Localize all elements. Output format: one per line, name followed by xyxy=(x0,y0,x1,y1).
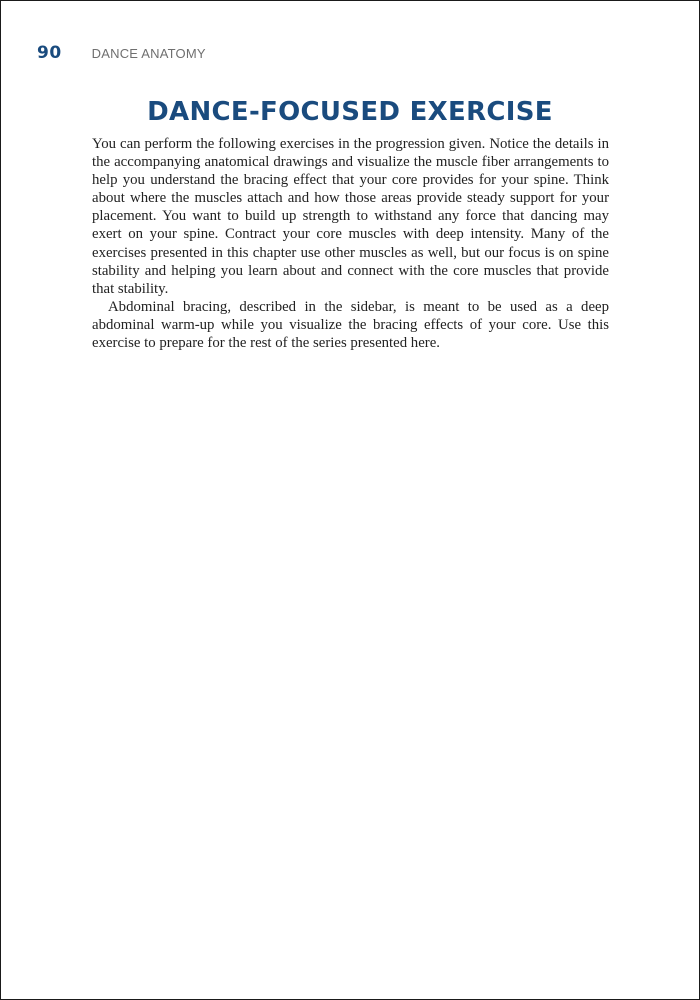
paragraph-1: You can perform the following exercises in the progression given. Notice the details in the accompanying anatomical drawings and visualize the muscle fiber arrangements to help you understand the bracing effect that your core provides for your spine. Think about where the muscles attach and how those areas provide steady support for your placement. You want to build up strength to withstand any force that dancing may exert on your spine. Contract your core muscles with deep intensity. Many of the exercises presented in this chapter use other muscles as well, but our focus is on spine stability and helping you learn about and connect with the core muscles that provide that stability. xyxy=(92,136,609,297)
running-head-title: DANCE ANATOMY xyxy=(91,46,206,61)
paragraph-2: Abdominal bracing, described in the sidebar, is meant to be used as a deep abdominal warm-up while you visualize the bracing effects of your core. Use this exercise to prepare for the rest of the series presented here. xyxy=(92,298,609,352)
body-text xyxy=(92,135,609,352)
page-number: 90 xyxy=(37,43,62,63)
running-head xyxy=(37,43,206,63)
section-heading: DANCE-FOCUSED EXERCISE xyxy=(147,97,553,127)
